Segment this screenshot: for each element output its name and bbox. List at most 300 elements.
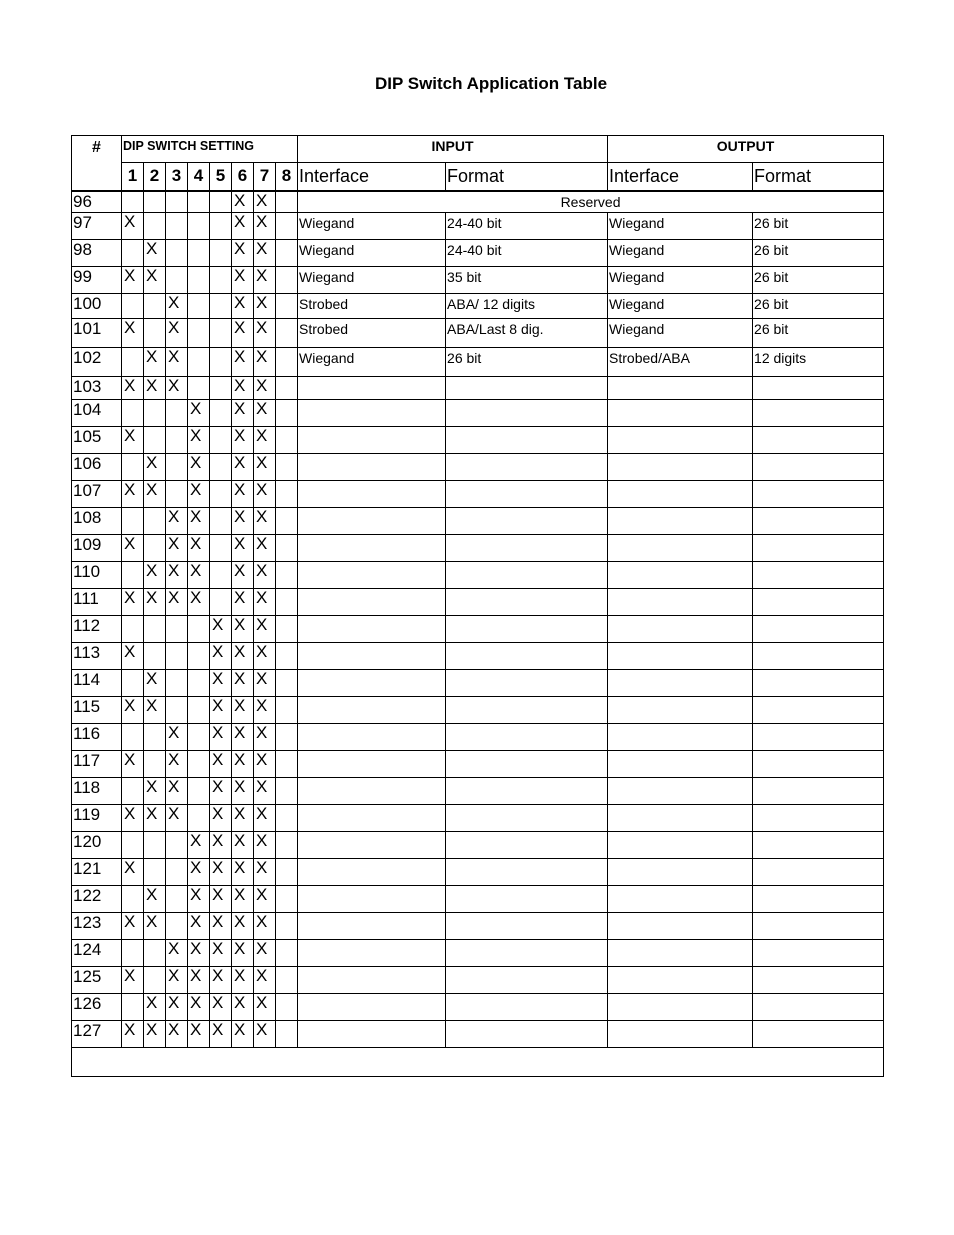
- switch-4-cell: X: [188, 886, 210, 913]
- input-interface-cell: [298, 724, 446, 751]
- output-format-cell: 12 digits: [753, 348, 884, 377]
- switch-7-cell: X: [254, 508, 276, 535]
- row-number: 127: [72, 1021, 122, 1048]
- output-interface-cell: [608, 805, 753, 832]
- switch-3-cell: [166, 481, 188, 508]
- switch-4-cell: X: [188, 535, 210, 562]
- switch-6-cell: X: [232, 348, 254, 377]
- switch-4-cell: [188, 643, 210, 670]
- switch-3-cell: [166, 670, 188, 697]
- switch-3-cell: X: [166, 562, 188, 589]
- output-interface-cell: [608, 940, 753, 967]
- switch-4-cell: X: [188, 589, 210, 616]
- switch-7-cell: X: [254, 724, 276, 751]
- switch-6-cell: X: [232, 562, 254, 589]
- switch-7-cell: X: [254, 213, 276, 240]
- table-row: [72, 778, 884, 805]
- switch-8-cell: [276, 294, 298, 319]
- input-format-cell: ABA/Last 8 dig.: [446, 319, 608, 348]
- switch-4-cell: [188, 616, 210, 643]
- switch-4-cell: X: [188, 454, 210, 481]
- switch-8-cell: [276, 267, 298, 294]
- input-interface-cell: [298, 616, 446, 643]
- input-interface-cell: [298, 913, 446, 940]
- switch-6-cell: X: [232, 967, 254, 994]
- switch-8-cell: [276, 1021, 298, 1048]
- switch-4-cell: X: [188, 562, 210, 589]
- switch-4-cell: X: [188, 1021, 210, 1048]
- switch-4-cell: [188, 267, 210, 294]
- switch-6-cell: X: [232, 481, 254, 508]
- switch-5-cell: X: [210, 778, 232, 805]
- output-interface-cell: [608, 616, 753, 643]
- table-row: [72, 535, 884, 562]
- switch-8-cell: [276, 616, 298, 643]
- switch-2-cell: X: [144, 670, 166, 697]
- switch-8-cell: [276, 240, 298, 267]
- output-format-cell: [753, 481, 884, 508]
- switch-8-cell: [276, 562, 298, 589]
- row-number: 116: [72, 724, 122, 751]
- switch-2-cell: [144, 213, 166, 240]
- switch-2-cell: [144, 724, 166, 751]
- switch-2-cell: X: [144, 697, 166, 724]
- switch-4-cell: X: [188, 913, 210, 940]
- switch-2-cell: [144, 859, 166, 886]
- input-interface-cell: [298, 886, 446, 913]
- table-row: [72, 805, 884, 832]
- input-format-cell: [446, 508, 608, 535]
- switch-1-cell: X: [122, 377, 144, 400]
- switch-7-cell: X: [254, 294, 276, 319]
- switch-1-cell: X: [122, 697, 144, 724]
- switch-2-cell: [144, 940, 166, 967]
- row-number: 110: [72, 562, 122, 589]
- row-number: 97: [72, 213, 122, 240]
- switch-4-cell: [188, 377, 210, 400]
- row-number: 114: [72, 670, 122, 697]
- switch-5-cell: [210, 294, 232, 319]
- switch-5-cell: X: [210, 832, 232, 859]
- table-row: [72, 697, 884, 724]
- switch-6-cell: X: [232, 859, 254, 886]
- input-format-cell: [446, 400, 608, 427]
- switch-1-cell: [122, 886, 144, 913]
- switch-2-cell: X: [144, 267, 166, 294]
- switch-2-cell: X: [144, 994, 166, 1021]
- switch-7-cell: X: [254, 240, 276, 267]
- output-interface-cell: [608, 643, 753, 670]
- switch-1-cell: [122, 832, 144, 859]
- output-interface-cell: [608, 967, 753, 994]
- input-format-cell: [446, 643, 608, 670]
- switch-7-cell: X: [254, 1021, 276, 1048]
- row-number: 98: [72, 240, 122, 267]
- switch-4-header: 4: [188, 163, 210, 191]
- switch-8-cell: [276, 805, 298, 832]
- switch-8-cell: [276, 643, 298, 670]
- input-interface-cell: [298, 643, 446, 670]
- output-interface-cell: [608, 697, 753, 724]
- output-format-cell: [753, 886, 884, 913]
- output-format-cell: [753, 377, 884, 400]
- row-number: 104: [72, 400, 122, 427]
- output-format-cell: [753, 427, 884, 454]
- row-number: 107: [72, 481, 122, 508]
- number-header: #: [72, 136, 122, 191]
- output-format-cell: 26 bit: [753, 240, 884, 267]
- switch-1-cell: X: [122, 319, 144, 348]
- switch-1-cell: [122, 562, 144, 589]
- table-row: [72, 377, 884, 400]
- switch-6-cell: X: [232, 832, 254, 859]
- switch-8-cell: [276, 697, 298, 724]
- switch-8-cell: [276, 994, 298, 1021]
- input-format-cell: [446, 724, 608, 751]
- switch-4-cell: [188, 670, 210, 697]
- row-number: 125: [72, 967, 122, 994]
- switch-2-cell: [144, 400, 166, 427]
- switch-3-cell: X: [166, 589, 188, 616]
- switch-5-cell: X: [210, 859, 232, 886]
- switch-7-cell: X: [254, 913, 276, 940]
- input-format-cell: ABA/ 12 digits: [446, 294, 608, 319]
- input-interface-cell: [298, 400, 446, 427]
- switch-5-cell: [210, 348, 232, 377]
- switch-2-cell: X: [144, 348, 166, 377]
- row-number: 109: [72, 535, 122, 562]
- output-interface-cell: [608, 454, 753, 481]
- switch-7-cell: X: [254, 670, 276, 697]
- switch-1-cell: [122, 724, 144, 751]
- output-format-cell: 26 bit: [753, 213, 884, 240]
- switch-7-header: 7: [254, 163, 276, 191]
- switch-6-cell: X: [232, 913, 254, 940]
- switch-2-cell: [144, 319, 166, 348]
- output-interface-cell: [608, 994, 753, 1021]
- switch-8-cell: [276, 670, 298, 697]
- switch-1-cell: [122, 670, 144, 697]
- input-format-cell: [446, 427, 608, 454]
- switch-2-cell: [144, 294, 166, 319]
- table-body: [72, 191, 884, 1048]
- switch-8-cell: [276, 454, 298, 481]
- switch-3-cell: [166, 859, 188, 886]
- row-number: 100: [72, 294, 122, 319]
- switch-1-cell: [122, 240, 144, 267]
- table-row: [72, 348, 884, 377]
- input-interface-cell: [298, 994, 446, 1021]
- row-number: 101: [72, 319, 122, 348]
- input-interface-cell: Wiegand: [298, 348, 446, 377]
- output-format-cell: [753, 670, 884, 697]
- output-format-cell: [753, 751, 884, 778]
- switch-7-cell: X: [254, 967, 276, 994]
- switch-1-cell: [122, 348, 144, 377]
- switch-7-cell: X: [254, 400, 276, 427]
- switch-1-cell: X: [122, 267, 144, 294]
- switch-3-cell: X: [166, 778, 188, 805]
- switch-2-cell: [144, 427, 166, 454]
- row-number: 96: [72, 191, 122, 213]
- switch-1-cell: [122, 191, 144, 213]
- switch-4-cell: X: [188, 967, 210, 994]
- switch-3-cell: X: [166, 319, 188, 348]
- switch-6-cell: X: [232, 400, 254, 427]
- switch-5-cell: [210, 508, 232, 535]
- row-number: 108: [72, 508, 122, 535]
- output-interface-cell: Wiegand: [608, 294, 753, 319]
- input-format-cell: [446, 1021, 608, 1048]
- switch-7-cell: X: [254, 643, 276, 670]
- input-format-cell: 24-40 bit: [446, 240, 608, 267]
- switch-8-cell: [276, 481, 298, 508]
- switch-7-cell: X: [254, 886, 276, 913]
- switch-7-cell: X: [254, 319, 276, 348]
- table-row: [72, 886, 884, 913]
- output-interface-cell: Wiegand: [608, 213, 753, 240]
- input-format-cell: [446, 481, 608, 508]
- switch-1-cell: X: [122, 913, 144, 940]
- row-number: 121: [72, 859, 122, 886]
- switch-4-cell: X: [188, 832, 210, 859]
- table-row: [72, 940, 884, 967]
- switch-3-cell: [166, 427, 188, 454]
- row-number: 113: [72, 643, 122, 670]
- switch-2-cell: [144, 508, 166, 535]
- table-row: [72, 670, 884, 697]
- switch-5-cell: X: [210, 913, 232, 940]
- switch-1-cell: X: [122, 427, 144, 454]
- switch-1-cell: [122, 454, 144, 481]
- switch-7-cell: X: [254, 267, 276, 294]
- switch-6-cell: X: [232, 670, 254, 697]
- switch-8-cell: [276, 213, 298, 240]
- switch-7-cell: X: [254, 778, 276, 805]
- switch-7-cell: X: [254, 805, 276, 832]
- switch-2-cell: X: [144, 913, 166, 940]
- output-format-cell: [753, 724, 884, 751]
- switch-8-cell: [276, 913, 298, 940]
- input-format-cell: [446, 670, 608, 697]
- switch-5-cell: [210, 589, 232, 616]
- input-interface-cell: Wiegand: [298, 240, 446, 267]
- table-row: [72, 240, 884, 267]
- output-format-cell: [753, 562, 884, 589]
- input-format-cell: [446, 562, 608, 589]
- switch-5-cell: [210, 454, 232, 481]
- output-interface-cell: Wiegand: [608, 267, 753, 294]
- table-row: [72, 454, 884, 481]
- switch-4-cell: X: [188, 508, 210, 535]
- switch-4-cell: [188, 697, 210, 724]
- input-format-cell: [446, 832, 608, 859]
- output-interface-cell: [608, 670, 753, 697]
- switch-8-cell: [276, 967, 298, 994]
- switch-8-cell: [276, 886, 298, 913]
- switch-7-cell: X: [254, 751, 276, 778]
- switch-6-cell: X: [232, 213, 254, 240]
- output-format-cell: [753, 832, 884, 859]
- switch-5-cell: [210, 562, 232, 589]
- switch-1-cell: X: [122, 805, 144, 832]
- switch-3-cell: X: [166, 508, 188, 535]
- switch-5-cell: X: [210, 994, 232, 1021]
- output-format-cell: [753, 454, 884, 481]
- input-format-cell: [446, 940, 608, 967]
- switch-2-cell: [144, 967, 166, 994]
- switch-5-cell: X: [210, 751, 232, 778]
- switch-8-cell: [276, 751, 298, 778]
- row-number: 106: [72, 454, 122, 481]
- switch-6-cell: X: [232, 377, 254, 400]
- switch-7-cell: X: [254, 832, 276, 859]
- row-number: 112: [72, 616, 122, 643]
- switch-4-cell: X: [188, 427, 210, 454]
- switch-2-cell: [144, 616, 166, 643]
- row-number: 115: [72, 697, 122, 724]
- switch-1-cell: [122, 616, 144, 643]
- switch-1-cell: X: [122, 751, 144, 778]
- input-interface-cell: [298, 859, 446, 886]
- input-interface-cell: [298, 454, 446, 481]
- switch-3-cell: X: [166, 967, 188, 994]
- input-format-cell: [446, 535, 608, 562]
- switch-5-cell: [210, 319, 232, 348]
- switch-4-cell: [188, 191, 210, 213]
- switch-8-cell: [276, 377, 298, 400]
- switch-5-cell: X: [210, 724, 232, 751]
- input-interface-cell: [298, 778, 446, 805]
- input-interface-cell: Wiegand: [298, 267, 446, 294]
- switch-2-cell: X: [144, 377, 166, 400]
- table-row: [72, 267, 884, 294]
- input-interface-cell: [298, 377, 446, 400]
- switch-8-cell: [276, 191, 298, 213]
- switch-7-cell: X: [254, 697, 276, 724]
- switch-5-cell: X: [210, 886, 232, 913]
- input-format-cell: [446, 616, 608, 643]
- switch-2-cell: X: [144, 481, 166, 508]
- switch-3-cell: [166, 400, 188, 427]
- switch-5-cell: X: [210, 616, 232, 643]
- table-row: [72, 562, 884, 589]
- table-row: [72, 294, 884, 319]
- input-interface-cell: [298, 589, 446, 616]
- row-number: 118: [72, 778, 122, 805]
- switch-7-cell: X: [254, 377, 276, 400]
- switch-5-cell: [210, 400, 232, 427]
- output-interface-cell: [608, 859, 753, 886]
- switch-7-cell: X: [254, 454, 276, 481]
- dip-switch-setting-header: DIP SWITCH SETTING: [122, 136, 298, 163]
- output-interface-cell: [608, 913, 753, 940]
- reserved-cell: Reserved: [298, 191, 884, 213]
- dip-switch-table: [71, 135, 884, 1077]
- switch-1-cell: [122, 508, 144, 535]
- switch-8-header: 8: [276, 163, 298, 191]
- switch-5-cell: [210, 267, 232, 294]
- switch-1-cell: X: [122, 535, 144, 562]
- switch-6-cell: X: [232, 751, 254, 778]
- output-format-cell: [753, 400, 884, 427]
- switch-5-cell: [210, 481, 232, 508]
- switch-7-cell: X: [254, 191, 276, 213]
- switch-3-cell: [166, 191, 188, 213]
- switch-7-cell: X: [254, 859, 276, 886]
- switch-6-cell: X: [232, 589, 254, 616]
- switch-4-cell: [188, 778, 210, 805]
- switch-3-cell: [166, 267, 188, 294]
- input-format-cell: [446, 697, 608, 724]
- table-row: [72, 319, 884, 348]
- switch-1-cell: X: [122, 481, 144, 508]
- switch-3-cell: [166, 886, 188, 913]
- output-format-cell: 26 bit: [753, 319, 884, 348]
- output-interface-cell: [608, 886, 753, 913]
- output-format-cell: [753, 913, 884, 940]
- switch-6-cell: X: [232, 267, 254, 294]
- switch-2-header: 2: [144, 163, 166, 191]
- switch-4-cell: X: [188, 859, 210, 886]
- switch-5-cell: X: [210, 1021, 232, 1048]
- switch-7-cell: X: [254, 535, 276, 562]
- input-interface-cell: [298, 832, 446, 859]
- switch-6-cell: X: [232, 724, 254, 751]
- input-format-cell: [446, 994, 608, 1021]
- row-number: 124: [72, 940, 122, 967]
- switch-1-cell: [122, 994, 144, 1021]
- switch-5-cell: [210, 213, 232, 240]
- input-interface-cell: [298, 940, 446, 967]
- switch-2-cell: [144, 535, 166, 562]
- switch-2-cell: [144, 191, 166, 213]
- input-interface-cell: [298, 535, 446, 562]
- table-row: [72, 589, 884, 616]
- input-interface-cell: [298, 427, 446, 454]
- switch-1-cell: X: [122, 967, 144, 994]
- output-format-header: Format: [753, 163, 884, 191]
- switch-7-cell: X: [254, 994, 276, 1021]
- switch-7-cell: X: [254, 481, 276, 508]
- switch-3-cell: X: [166, 1021, 188, 1048]
- switch-5-cell: X: [210, 643, 232, 670]
- output-interface-cell: [608, 589, 753, 616]
- table-row: [72, 213, 884, 240]
- output-interface-cell: [608, 562, 753, 589]
- switch-6-cell: X: [232, 427, 254, 454]
- switch-4-cell: X: [188, 994, 210, 1021]
- switch-1-cell: X: [122, 859, 144, 886]
- input-interface-cell: [298, 751, 446, 778]
- input-interface-cell: [298, 805, 446, 832]
- switch-2-cell: [144, 832, 166, 859]
- switch-6-cell: X: [232, 191, 254, 213]
- switch-1-header: 1: [122, 163, 144, 191]
- switch-4-cell: [188, 724, 210, 751]
- switch-5-cell: [210, 427, 232, 454]
- footer-cell: [72, 1048, 884, 1077]
- input-interface-cell: Strobed: [298, 319, 446, 348]
- switch-5-cell: X: [210, 670, 232, 697]
- output-interface-cell: [608, 481, 753, 508]
- switch-6-cell: X: [232, 778, 254, 805]
- row-number: 102: [72, 348, 122, 377]
- input-format-cell: [446, 886, 608, 913]
- switch-3-cell: [166, 913, 188, 940]
- input-interface-cell: [298, 508, 446, 535]
- output-interface-cell: [608, 778, 753, 805]
